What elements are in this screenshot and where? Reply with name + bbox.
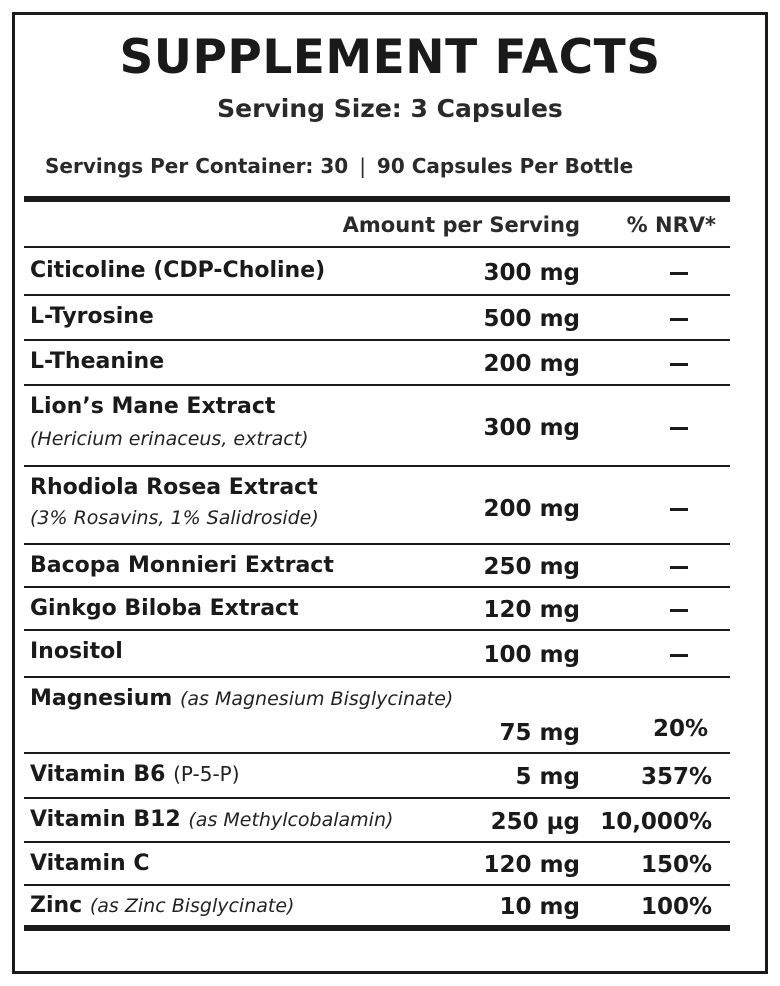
nrv-dash — [670, 427, 688, 430]
table-row — [24, 631, 730, 678]
ingredient-amount: 500 mg — [483, 306, 580, 332]
header-nrv: % NRV* — [626, 213, 716, 237]
table-row — [24, 545, 730, 588]
nrv-dash — [670, 508, 688, 511]
table-row — [24, 799, 730, 843]
ingredient-note: (as Magnesium Bisglycinate) — [179, 688, 454, 710]
ingredient-name: Rhodiola Rosea Extract — [30, 475, 318, 500]
table-header — [24, 202, 730, 248]
ingredient-name: Lion’s Mane Extract — [30, 394, 276, 419]
table-row — [24, 296, 730, 341]
ingredient-nrv: 10,000% — [600, 809, 712, 835]
ingredient-name: Bacopa Monnieri Extract — [30, 553, 334, 578]
table-row — [24, 386, 730, 467]
ingredient-name: Ginkgo Biloba Extract — [30, 596, 299, 621]
ingredient-name: Zinc (as Zinc Bisglycinate) — [30, 893, 295, 918]
ingredient-note: (as Zinc Bisglycinate) — [89, 895, 295, 917]
ingredient-amount: 200 mg — [483, 496, 580, 522]
ingredient-amount: 250 µg — [490, 809, 580, 835]
nrv-dash — [670, 318, 688, 321]
ingredient-amount: 120 mg — [483, 852, 580, 878]
table-row — [24, 588, 730, 631]
serving-size: Serving Size: 3 Capsules — [217, 94, 563, 123]
nrv-dash — [670, 654, 688, 657]
ingredient-amount: 100 mg — [483, 642, 580, 668]
ingredient-amount: 120 mg — [483, 597, 580, 623]
table-row — [24, 250, 730, 296]
ingredient-name: Vitamin B12 (as Methylcobalamin) — [30, 807, 394, 832]
servings-info — [45, 154, 745, 178]
ingredient-name: L-Tyrosine — [30, 304, 154, 329]
ingredient-nrv: 150% — [640, 852, 712, 878]
servings-per-container: Servings Per Container: 30 — [45, 154, 349, 178]
nrv-dash — [670, 272, 688, 275]
ingredient-nrv: 20% — [652, 716, 708, 742]
header-amount: Amount per Serving — [342, 213, 580, 237]
ingredient-subtitle: (Hericium erinaceus, extract) — [30, 428, 309, 450]
ingredient-nrv: 100% — [640, 894, 712, 920]
ingredient-name: Inositol — [30, 639, 123, 664]
nrv-dash — [670, 363, 688, 366]
panel-title: SUPPLEMENT FACTS — [119, 30, 661, 85]
table-row — [24, 341, 730, 386]
separator: | — [359, 154, 366, 178]
table-row — [24, 467, 730, 545]
table-row — [24, 886, 730, 925]
ingredient-amount: 250 mg — [483, 554, 580, 580]
nrv-dash — [670, 609, 688, 612]
ingredient-amount: 200 mg — [483, 351, 580, 377]
ingredient-subtitle: (3% Rosavins, 1% Salidroside) — [30, 507, 319, 529]
ingredient-amount: 10 mg — [499, 894, 580, 920]
ingredient-name: L-Theanine — [30, 349, 165, 374]
ingredient-amount: 75 mg — [499, 720, 580, 746]
table-row — [24, 843, 730, 886]
table-row — [24, 678, 730, 754]
ingredient-amount: 300 mg — [483, 260, 580, 286]
ingredient-amount: 300 mg — [483, 415, 580, 441]
ingredient-name: Vitamin C — [30, 851, 150, 876]
capsules-per-bottle: 90 Capsules Per Bottle — [376, 154, 634, 178]
ingredient-note: (P-5-P) — [173, 762, 240, 786]
nrv-dash — [670, 566, 688, 569]
ingredient-amount: 5 mg — [515, 764, 580, 790]
table-row — [24, 754, 730, 799]
ingredient-name: Citicoline (CDP-Choline) — [30, 258, 326, 283]
ingredient-name: Magnesium (as Magnesium Bisglycinate) — [30, 686, 454, 711]
ingredient-name: Vitamin B6 (P-5-P) — [30, 762, 240, 787]
bottom-divider — [24, 925, 730, 931]
ingredient-nrv: 357% — [640, 764, 712, 790]
ingredient-note: (as Methylcobalamin) — [188, 809, 394, 831]
